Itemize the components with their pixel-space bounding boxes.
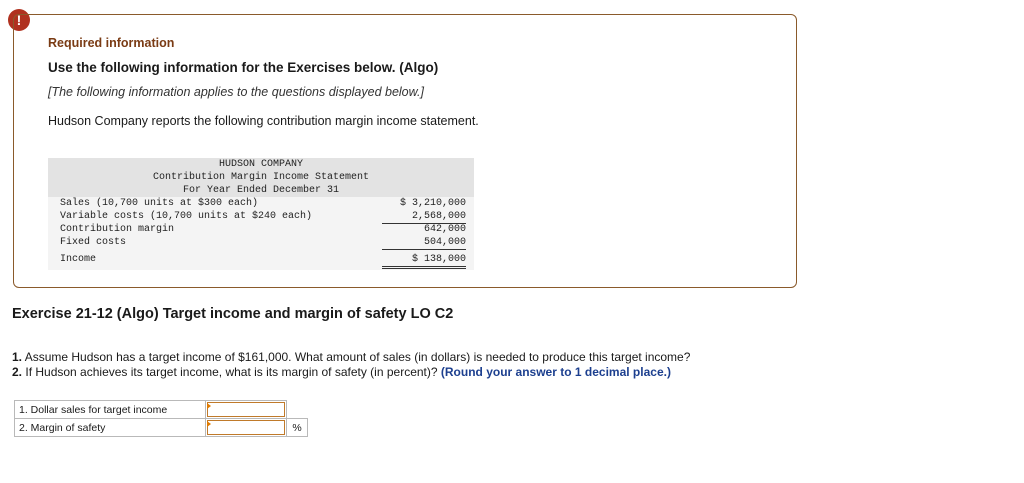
question-2	[12, 365, 671, 379]
report-description: Hudson Company reports the following contribution margin income statement.	[48, 114, 479, 128]
row-amount: $ 138,000	[382, 253, 466, 269]
answer-row-margin-of-safety	[15, 419, 308, 437]
statement-header	[48, 158, 474, 197]
question-number: 1.	[12, 350, 23, 364]
row-label: Income	[60, 254, 97, 265]
statement-row-contribution-margin	[48, 223, 474, 236]
row-label: Sales (10,700 units at $300 each)	[60, 198, 259, 209]
margin-of-safety-input[interactable]	[207, 420, 285, 435]
instructions-heading: Use the following information for the Exercises below. (Algo)	[48, 60, 439, 75]
answer-table	[14, 400, 308, 437]
statement-row-income	[48, 253, 474, 266]
row-label: Variable costs (10,700 units at $240 each)	[60, 211, 313, 222]
row-amount: 504,000	[382, 236, 466, 250]
statement-period: For Year Ended December 31	[182, 185, 340, 196]
dollar-sales-input[interactable]	[207, 402, 285, 417]
row-label: Fixed costs	[60, 237, 127, 248]
question-text: If Hudson achieves its target income, what is its margin of safety (in percent)?	[25, 365, 438, 379]
answer-label: 1. Dollar sales for target income	[15, 401, 206, 419]
answer-row-dollar-sales	[15, 401, 308, 419]
exercise-title: Exercise 21-12 (Algo) Target income and margin of safety LO C2	[12, 306, 454, 322]
statement-body	[48, 197, 474, 270]
question-number: 2.	[12, 365, 23, 379]
row-label: Contribution margin	[60, 224, 175, 235]
statement-title: Contribution Margin Income Statement	[152, 172, 370, 183]
row-amount: 642,000	[423, 224, 466, 235]
answer-label: 2. Margin of safety	[15, 419, 206, 437]
statement-row-sales	[48, 197, 474, 210]
statement-row-fixed-costs	[48, 236, 474, 249]
statement-company: HUDSON COMPANY	[218, 159, 303, 170]
info-note: [The following information applies to the questions displayed below.]	[48, 85, 424, 99]
rounding-note: (Round your answer to 1 decimal place.)	[440, 365, 671, 379]
question-1	[12, 350, 690, 364]
percent-unit: %	[287, 419, 308, 437]
required-info-heading: Required information	[48, 36, 175, 50]
alert-icon: !	[8, 9, 30, 31]
income-statement	[48, 158, 474, 270]
row-amount: $ 3,210,000	[399, 198, 466, 209]
question-text: Assume Hudson has a target income of $161,000. What amount of sales (in dollars) is needed to produce this target income?	[24, 350, 691, 364]
row-amount: 2,568,000	[382, 210, 466, 224]
statement-row-variable-costs	[48, 210, 474, 223]
